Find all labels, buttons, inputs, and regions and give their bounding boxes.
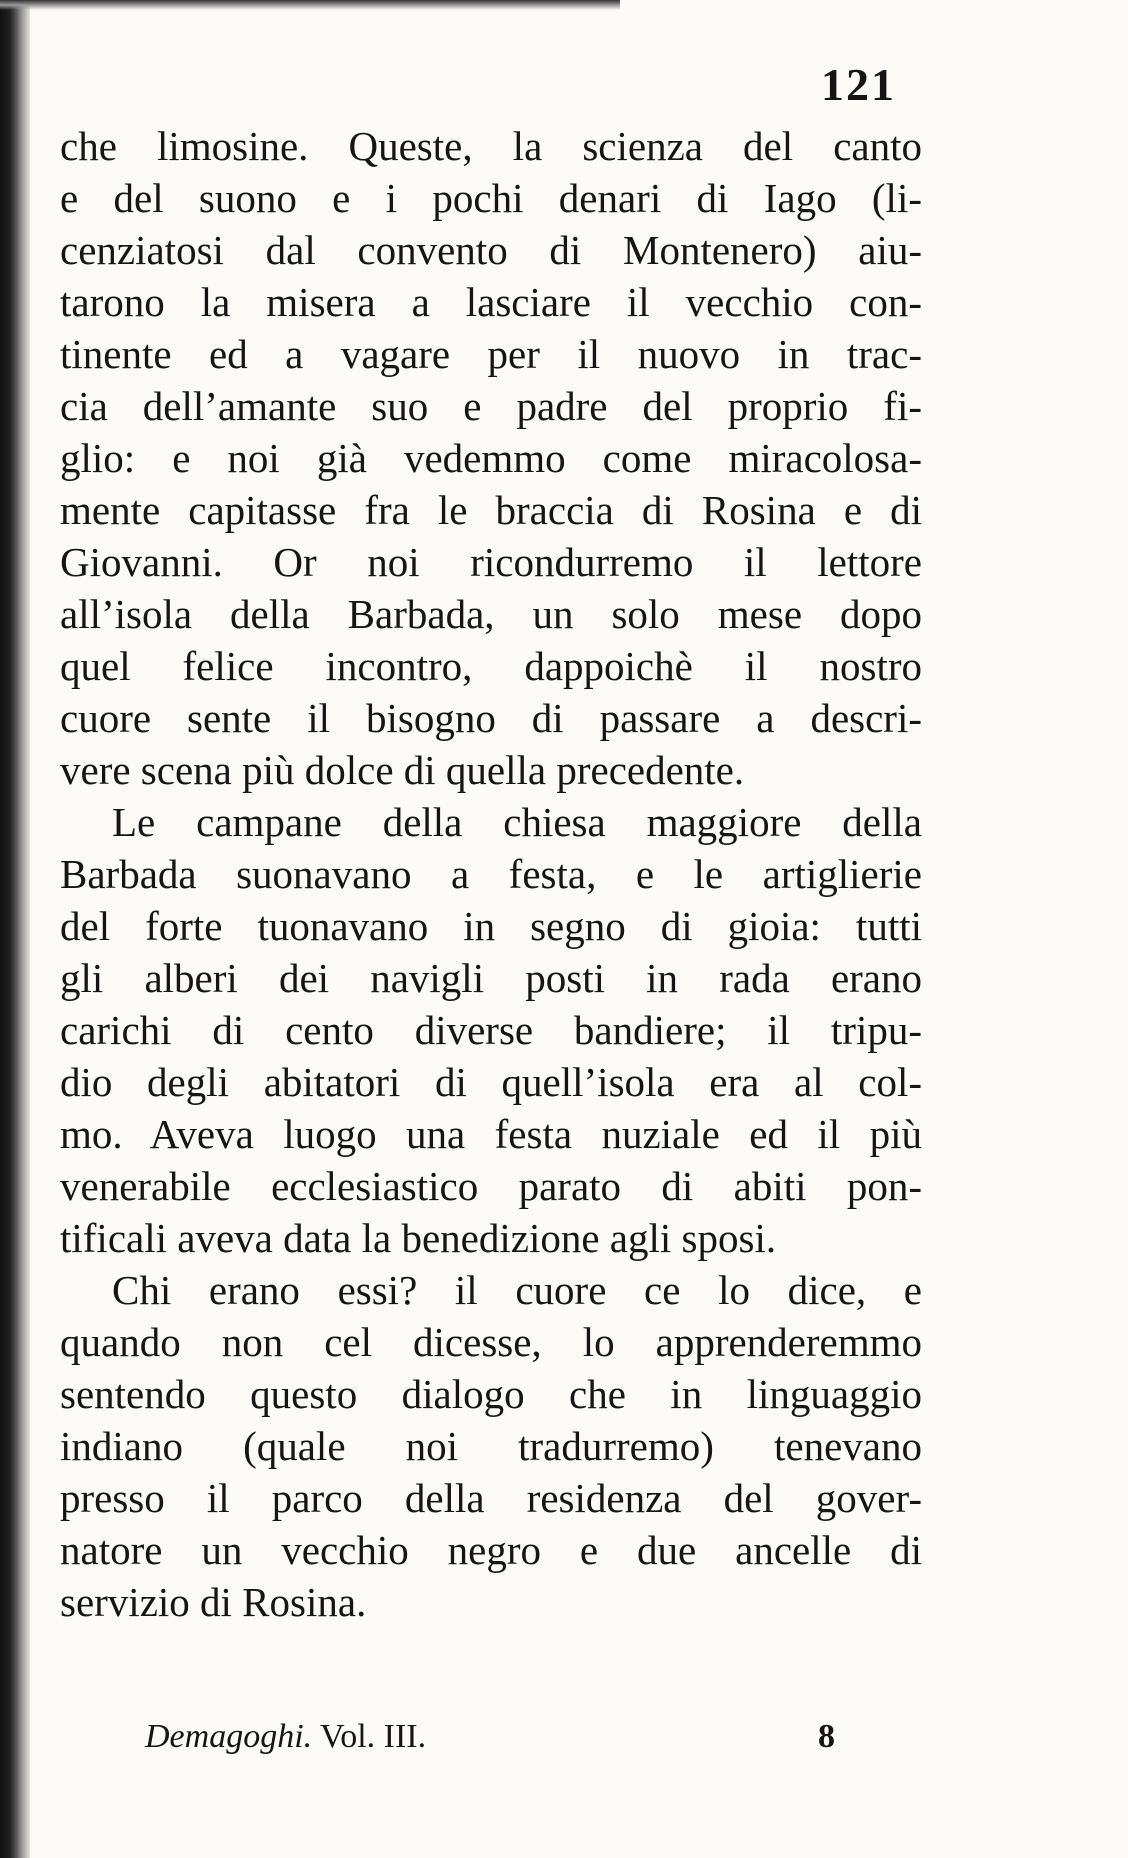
text-line: glio: e noi già vedemmo come miracolosa-	[60, 435, 922, 481]
text-line: tificali aveva data la benedizione agli sposi.	[60, 1215, 777, 1261]
signature-mark: 8	[818, 1718, 835, 1755]
text-line: tinente ed a vagare per il nuovo in trac-	[60, 331, 922, 377]
text-line: dio degli abitatori di quell’isola era al col-	[60, 1059, 922, 1105]
text-line: cuore sente il bisogno di passare a descri-	[60, 695, 922, 741]
footer-volume: Vol. III.	[320, 1718, 427, 1755]
text-line: sentendo questo dialogo che in linguaggio	[60, 1371, 922, 1417]
text-line: Chi erano essi? il cuore ce lo dice, e	[112, 1267, 922, 1313]
text-line: servizio di Rosina.	[60, 1579, 367, 1625]
text-line: quando non cel dicesse, lo apprenderemmo	[60, 1319, 922, 1365]
text-line: all’isola della Barbada, un solo mese dopo	[60, 591, 922, 637]
page-top-edge	[0, 0, 620, 10]
text-line: e del suono e i pochi denari di Iago (li-	[60, 175, 922, 221]
text-line: Barbada suonavano a festa, e le artiglierie	[60, 851, 922, 897]
running-footer	[145, 1718, 426, 1756]
binding-edge	[0, 0, 30, 1858]
text-line: indiano (quale noi tradurremo) tenevano	[60, 1423, 922, 1469]
text-line: vere scena più dolce di quella precedente.	[60, 747, 745, 793]
page-number: 121	[821, 59, 896, 110]
text-line: carichi di cento diverse bandiere; il tripu-	[60, 1007, 922, 1053]
text-line: che limosine. Queste, la scienza del canto	[60, 123, 922, 169]
body-text	[60, 120, 922, 1628]
text-line: natore un vecchio negro e due ancelle di	[60, 1527, 922, 1573]
text-line: Giovanni. Or noi ricondurremo il lettore	[60, 539, 922, 585]
text-line: venerabile ecclesiastico parato di abiti pon-	[60, 1163, 922, 1209]
text-line: Le campane della chiesa maggiore della	[112, 799, 922, 845]
text-line: mo. Aveva luogo una festa nuziale ed il più	[60, 1111, 922, 1157]
text-line: quel felice incontro, dappoichè il nostro	[60, 643, 922, 689]
footer-work-title: Demagoghi.	[145, 1718, 313, 1755]
text-line: del forte tuonavano in segno di gioia: tutti	[60, 903, 922, 949]
text-line: gli alberi dei navigli posti in rada erano	[60, 955, 922, 1001]
text-line: tarono la misera a lasciare il vecchio con-	[60, 279, 922, 325]
text-line: presso il parco della residenza del gover-	[60, 1475, 922, 1521]
text-line: cenziatosi dal convento di Montenero) aiu-	[60, 227, 922, 273]
text-line: mente capitasse fra le braccia di Rosina e di	[60, 487, 922, 533]
text-line: cia dell’amante suo e padre del proprio fi-	[60, 383, 922, 429]
